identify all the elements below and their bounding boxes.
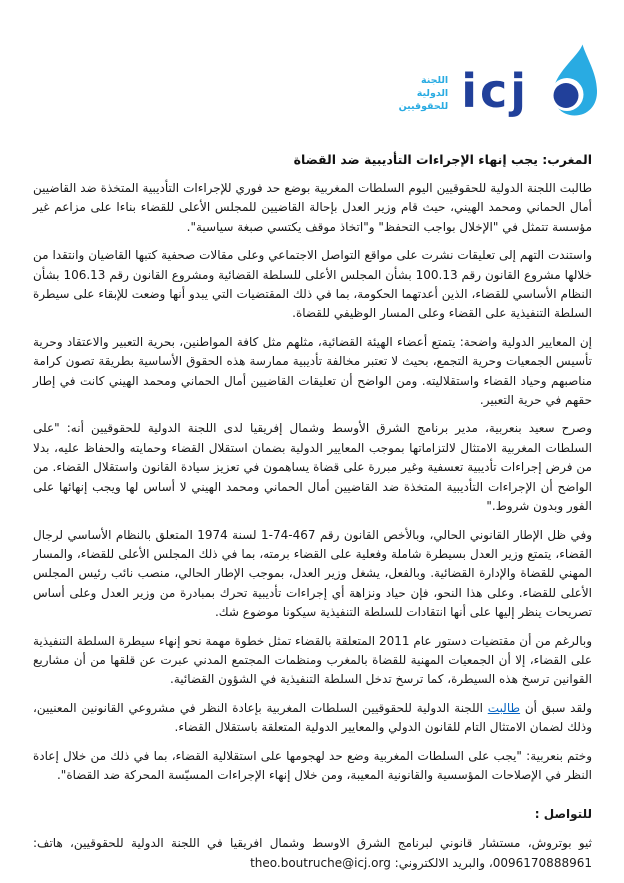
icj-flame-icon [542,44,600,116]
icj-logo-arabic-line: اللجنة [421,75,449,86]
body-paragraph: إن المعايير الدولية واضحة: يتمتع أعضاء الهيئة القضائية، مثلهم مثل كافة المواطنين، بحرية التعبير والاعتقاد وحرية تأسيس الجمعيات وحرية التجمع، بحيث لا تعتبر مخالفة تأديبية ممارسة هذه الحقوق الأساسية بطريقة تصون كرامة مناصبهم وحياد القضاء واستقلاليته. ومن الواضح أن تعليقات القاضيين أمال الحماني ومحمد الهيني كانت في إطار حقهم في حرية التعبير. [33,334,592,408]
previous-demand-link[interactable]: طالبت [487,700,521,715]
body-paragraph: طالبت اللجنة الدولية للحقوقيين اليوم السلطات المغربية بوضع حد فوري للإجراءات التأديبية المتخذة ضد القاضيين أمال الحماني ومحمد الهيني، حيث قام وزير العدل بإحالة القاضيين للمجلس الأعلى للقضاء بناءا على مزاعم غير مؤسسة تتمثل في "الإخلال بواجب التحفظ" و"اتخاذ موقف يكتسي صبغة سياسية". [33,181,592,234]
body-paragraph: وصرح سعيد بنعربية، مدير برنامج الشرق الأوسط وشمال إفريقيا لدى اللجنة الدولية للحقوقيين أنه: "على السلطات المغربية الامتثال لالتزاماتها بموجب المعايير الدولية بضمان استقلال القضاء وحمايته والحفاظ عليه، بدلا من فرض إجراءات تأديبية تعسفية وغير مبررة على قضاة يساهمون في تعزيز سيادة القانون واستقلال القضاء. من الواضح أن الإجراءات التأديبية المتخذة ضد القاضيين أمال الحماني ومحمد الهيني لا أساس لها ويجب إنهائها على الفور وبدون شروط." [33,421,592,514]
contact-info: ثيو بوتروش، مستشار قانوني لبرنامج الشرق الاوسط وشمال افريقيا في اللجنة الدولية للحقوقيين، هاتف: 0096170888961، والبريد الالكتروني: theo.boutruche@icj.org [33,836,592,870]
icj-logo [398,44,600,119]
document-content [33,150,592,873]
closing-paragraph: وختم بنعربية: "يجب على السلطات المغربية وضع حد لهجومها على استقلالية القضاء، بما في ذلك من خلال إعادة النظر في الإصلاحات المؤسسية والقانونية المعيبة، ومن خلال إنهاء الإجراءات المسيّسة المحركة ضد القضاة". [33,748,592,782]
body-paragraph: وبالرغم من أن مقتضيات دستور عام 2011 المتعلقة بالقضاء تمثل خطوة مهمة نحو إنهاء سيطرة السلطة التنفيذية على القضاء، إلا أن الجمعيات المهنية للقضاة بالمغرب ومنظمات المجتمع المدني عبرت عن قلقها من أن مشاريع القوانين ترسخ هذه السيطرة، كما ترسخ تدخل السلطة التنفيذية في الشؤون القضائية. [33,633,592,687]
link-paragraph-before: ولقد سبق أن [520,700,592,715]
icj-logo-arabic-line: الدولية [416,88,449,99]
icj-logo-arabic-text [399,74,449,113]
body-paragraph: وفي ظل الإطار القانوني الحالي، وبالأخص القانون رقم 467-74-1 لسنة 1974 المتعلق بالنظام الأساسي لرجال القضاء، يتمتع وزير العدل بسيطرة شاملة وفعلية على القضاء برمته، بما في ذلك المجلس الأعلى للقضاء، والمسار المهني للقضاة والإدارة القضائية. وبالفعل، يشغل وزير العدل، بموجب الإطار الحالي، منصب نائب رئيس المجلس الأعلى للقضاء. وعلى هذا النحو، فإن حياد ونزاهة أي إجراءات تأديبية تحرك بمبادرة من وزير العدل وعلى أساس تصريحات ينظر إليها على أنها انتقادات للسلطة التنفيذية سيكونا موضوع شك. [33,527,593,620]
body-paragraph: واستندت التهم إلى تعليقات نشرت على مواقع التواصل الاجتماعي وعلى مقالات صحفية كتبها القاضيان وانتقدا من خلالها مشروع القانون رقم 100.13 بشأن المجلس الأعلى للسلطة القضائية ومشروع القانون رقم 106.13 بشأن النظام الأساسي للقضاء، الذين أعدتهما الحكومة، بما في ذلك المقتضيات التي يبدو أنها وضعت للإبقاء على سيطرة السلطة التنفيذية على القضاء وعلى المسار الوظيفي للقضاة. [33,248,592,321]
icj-logo-arabic-line: للحقوقيين [398,101,449,112]
body-paragraph-with-link [33,699,592,738]
icj-brand-text: icj [461,64,529,119]
contact-heading: للتواصل : [534,807,592,822]
link-paragraph-after: اللجنة الدولية للحقوقيين السلطات المغربية بإعادة النظر في مشروعي القانونين المعنيين، وذلك لضمان الامتثال التام للقانون الدولي والمعايير الدولية المتعلقة باستقلال القضاء. [33,700,592,735]
page-title: المغرب: يجب إنهاء الإجراءات التأديبية ضد القضاة [293,152,592,167]
